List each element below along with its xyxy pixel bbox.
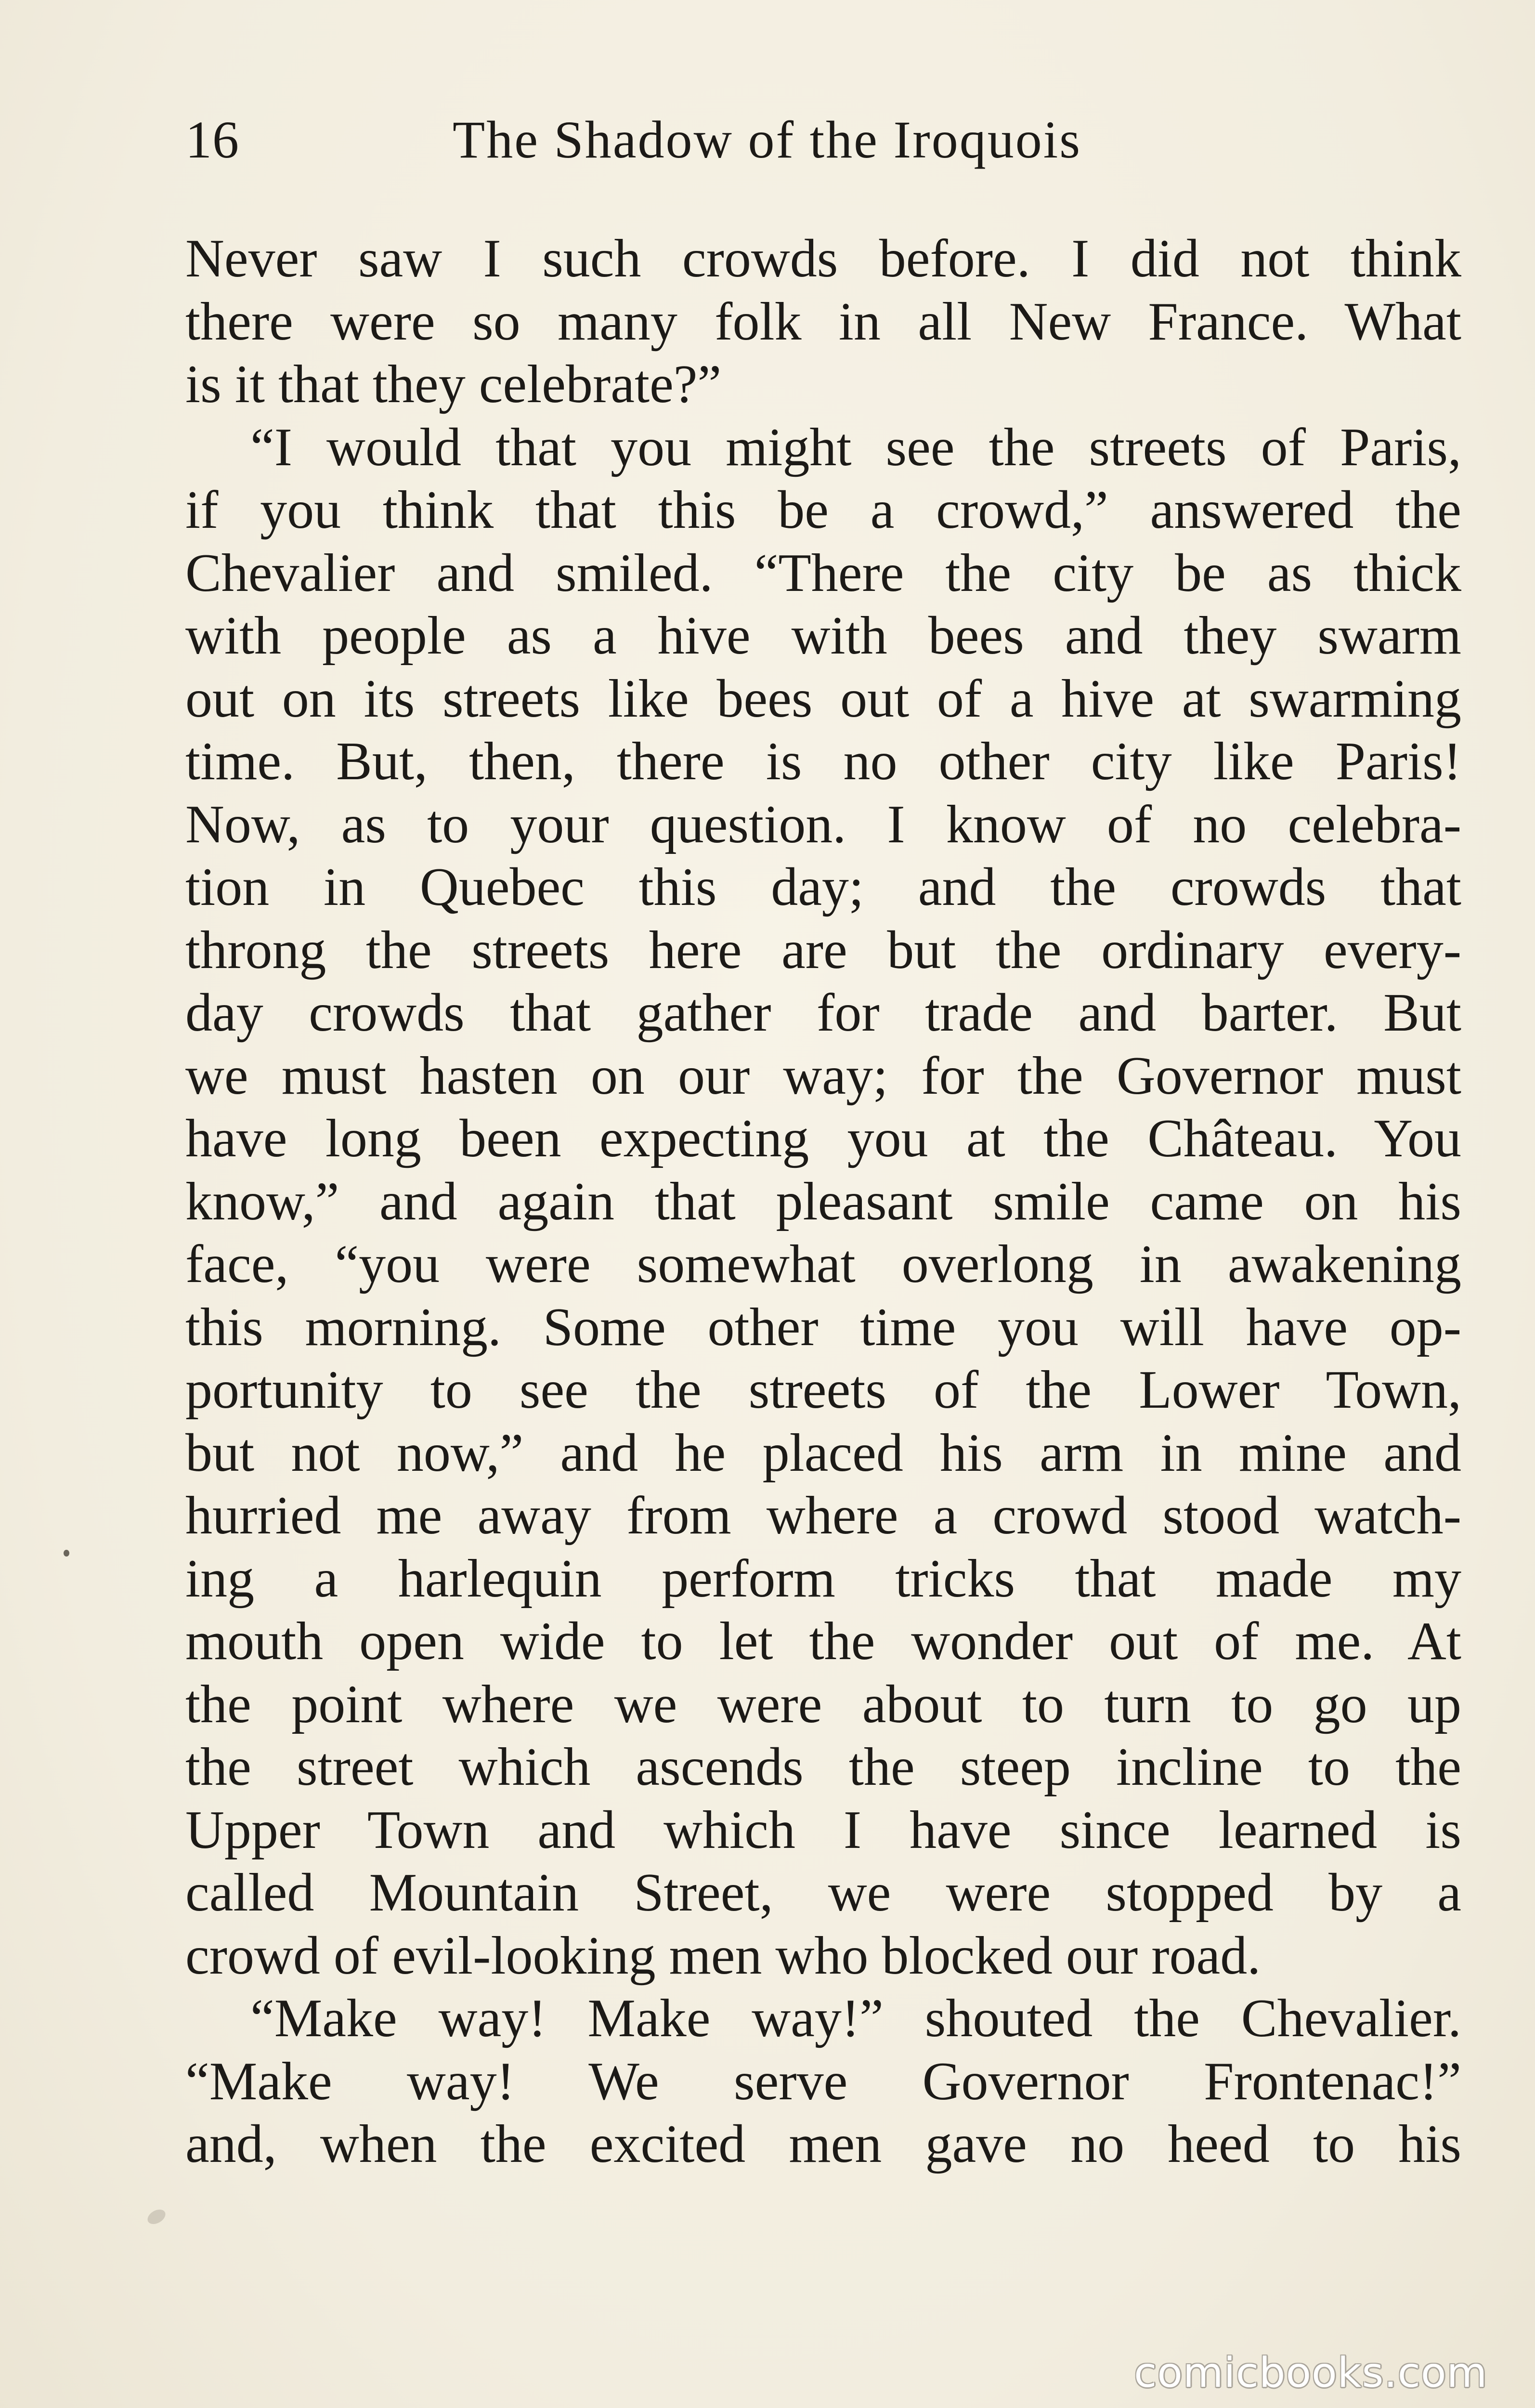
- text-line: mouth open wide to let the wonder out of me. At: [185, 1611, 1461, 1671]
- text-line: we must hasten on our way; for the Governor must: [185, 1046, 1461, 1106]
- text-line: the point where we were about to turn to go up: [185, 1674, 1461, 1734]
- text-line: hurried me away from where a crowd stood watch-: [185, 1486, 1461, 1545]
- text-line: throng the streets here are but the ordinary every-: [185, 920, 1461, 980]
- text-line: Never saw I such crowds before. I did not think: [185, 229, 1461, 288]
- text-line: there were so many folk in all New France. What: [185, 291, 1461, 352]
- text-line: and, when the excited men gave no heed to his: [185, 2114, 1461, 2174]
- text-line: out on its streets like bees out of a hive at swarming: [185, 668, 1461, 729]
- paper-smudge: [145, 2207, 168, 2227]
- page-number: 16: [185, 110, 239, 169]
- text-line: with people as a hive with bees and they swarm: [185, 606, 1461, 666]
- running-head: The Shadow of the Iroquois: [453, 110, 1082, 169]
- text-line: but not now,” and he placed his arm in mine and: [185, 1423, 1461, 1483]
- page-header: [185, 104, 1461, 176]
- ink-speck: [64, 1550, 69, 1557]
- text-line: “Make way! We serve Governor Frontenac!”: [185, 2051, 1461, 2111]
- text-line: called Mountain Street, we were stopped by a: [185, 1863, 1461, 1923]
- text-line: “Make way! Make way!” shouted the Chevalier.: [250, 1989, 1461, 2048]
- text-line: “I would that you might see the streets of Paris,: [250, 417, 1461, 477]
- text-line: Chevalier and smiled. “There the city be as thick: [185, 543, 1461, 603]
- text-line: portunity to see the streets of the Lower Town,: [185, 1360, 1461, 1420]
- text-line: have long been expecting you at the Château. You: [185, 1109, 1461, 1168]
- text-line: this morning. Some other time you will have op-: [185, 1297, 1461, 1357]
- text-line: ing a harlequin perform tricks that made my: [185, 1548, 1461, 1609]
- text-line: crowd of evil-looking men who blocked our road.: [185, 1925, 1261, 1986]
- text-line: if you think that this be a crowd,” answered the: [185, 480, 1461, 540]
- text-line: the street which ascends the steep incline to the: [185, 1737, 1461, 1797]
- text-line: is it that they celebrate?”: [185, 354, 722, 414]
- text-line: Upper Town and which I have since learned is: [185, 1800, 1461, 1860]
- text-line: face, “you were somewhat overlong in awakening: [185, 1234, 1461, 1294]
- text-line: day crowds that gather for trade and barter. But: [185, 983, 1461, 1043]
- text-line: Now, as to your question. I know of no celebra-: [185, 794, 1461, 854]
- watermark: comicbooks.com: [1134, 2349, 1488, 2397]
- text-line: time. But, then, there is no other city like Paris!: [185, 732, 1461, 791]
- text-line: tion in Quebec this day; and the crowds that: [185, 857, 1461, 917]
- body-text: [185, 227, 1461, 2176]
- text-line: know,” and again that pleasant smile came on his: [185, 1171, 1461, 1231]
